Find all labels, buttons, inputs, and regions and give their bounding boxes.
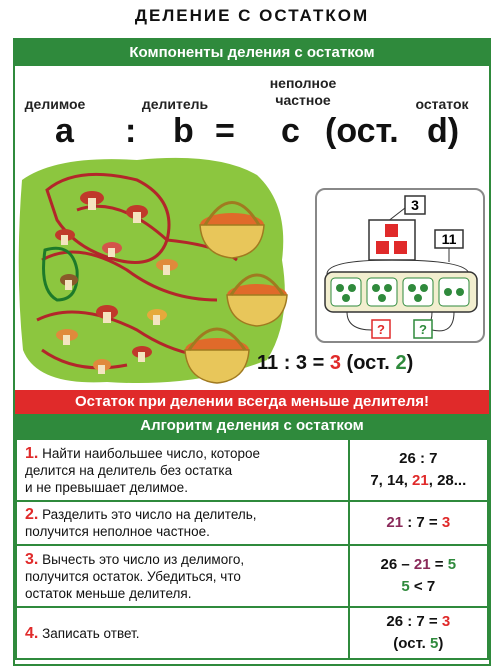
- step-line: получится остаток. Убедиться, что: [25, 568, 241, 584]
- diagram-drawing: [317, 190, 483, 341]
- result-cell: [349, 439, 488, 501]
- components-header: Компоненты деления с остатком: [15, 40, 489, 66]
- result-part: : 7 =: [403, 514, 442, 531]
- label-remainder: остаток: [415, 96, 469, 112]
- right-box-label: 11: [441, 231, 457, 247]
- step-line: остаток меньше делителя.: [25, 585, 192, 601]
- step-line: делится на делитель без остатка: [25, 462, 233, 478]
- step-line: получится неполное частное.: [25, 524, 210, 539]
- example-quotient: 3: [329, 352, 341, 374]
- result-cell: [349, 607, 488, 659]
- algorithm-header: Алгоритм деления с остатком: [15, 414, 489, 438]
- result-cell: [349, 501, 488, 545]
- seq-highlight: 21: [412, 472, 429, 489]
- result-part: 21: [386, 514, 404, 531]
- table-row: [16, 501, 488, 545]
- result-line: [350, 554, 487, 576]
- result-part: < 7: [409, 578, 436, 595]
- step-line: Вычесть это число из делимого,: [42, 551, 245, 567]
- result-line: [350, 470, 487, 492]
- result-line: [350, 633, 487, 655]
- example-equation: [257, 352, 413, 375]
- step-line: Разделить это число на делитель,: [42, 507, 257, 522]
- result-part: ): [438, 635, 444, 652]
- step-line: Найти наибольшее число, которое: [42, 445, 261, 461]
- step-cell: [16, 607, 349, 659]
- result-part: 3: [441, 514, 451, 531]
- formula-equals: =: [215, 112, 235, 150]
- example-close: ): [406, 352, 414, 374]
- step-number: 3.: [25, 550, 39, 568]
- table-row: [16, 439, 488, 501]
- formula-ost: (ост.: [325, 112, 399, 150]
- result-part: =: [430, 556, 448, 573]
- example-remainder: 2: [395, 352, 407, 374]
- result-cell: [349, 545, 488, 607]
- step-number: 2.: [25, 506, 39, 523]
- result-part: 5: [429, 635, 439, 652]
- question-mark-1: ?: [377, 322, 385, 337]
- formula-a: a: [55, 112, 74, 150]
- result-line: [350, 576, 487, 598]
- algorithm-table: [15, 438, 489, 660]
- formula-d: d): [427, 112, 460, 150]
- step-cell: [16, 439, 349, 501]
- example-ost: (ост.: [346, 352, 390, 374]
- result-line: [350, 611, 487, 633]
- result-part: 26 –: [380, 556, 414, 573]
- label-quotient: [253, 75, 353, 109]
- page-title: ДЕЛЕНИЕ С ОСТАТКОМ: [134, 6, 370, 25]
- division-diagram: [315, 188, 485, 343]
- formula-c: c: [281, 112, 300, 150]
- question-mark-2: ?: [419, 322, 427, 337]
- result-part: 26 : 7 =: [386, 613, 442, 630]
- example-left: 11 : 3 =: [257, 352, 325, 374]
- step-cell: [16, 501, 349, 545]
- content-frame: [13, 38, 491, 666]
- step-line: и не превышает делимое.: [25, 479, 188, 495]
- result-part: (ост.: [393, 635, 430, 652]
- step-line: Записать ответ.: [42, 625, 140, 641]
- label-dividend: делимое: [24, 96, 86, 112]
- mushroom-illustration: [17, 150, 292, 390]
- rule-banner: Остаток при делении всегда меньше делителя!: [15, 390, 489, 414]
- formula-colon: :: [125, 112, 137, 150]
- result-line: 26 : 7: [399, 450, 438, 467]
- top-box-label: 3: [411, 197, 419, 213]
- step-cell: [16, 545, 349, 607]
- result-part: 3: [441, 613, 451, 630]
- table-row: [16, 607, 488, 659]
- result-part: 5: [447, 556, 457, 573]
- label-divisor: делитель: [141, 96, 209, 112]
- result-part: 21: [413, 556, 431, 573]
- formula-b: b: [173, 112, 194, 150]
- seq-part: 7, 14,: [370, 472, 413, 489]
- result-part: 5: [401, 578, 410, 595]
- seq-part: , 28...: [428, 472, 467, 489]
- table-row: [16, 545, 488, 607]
- label-quotient-text: неполное частное: [269, 75, 337, 108]
- step-number: 1.: [25, 444, 39, 462]
- step-number: 4.: [25, 624, 39, 642]
